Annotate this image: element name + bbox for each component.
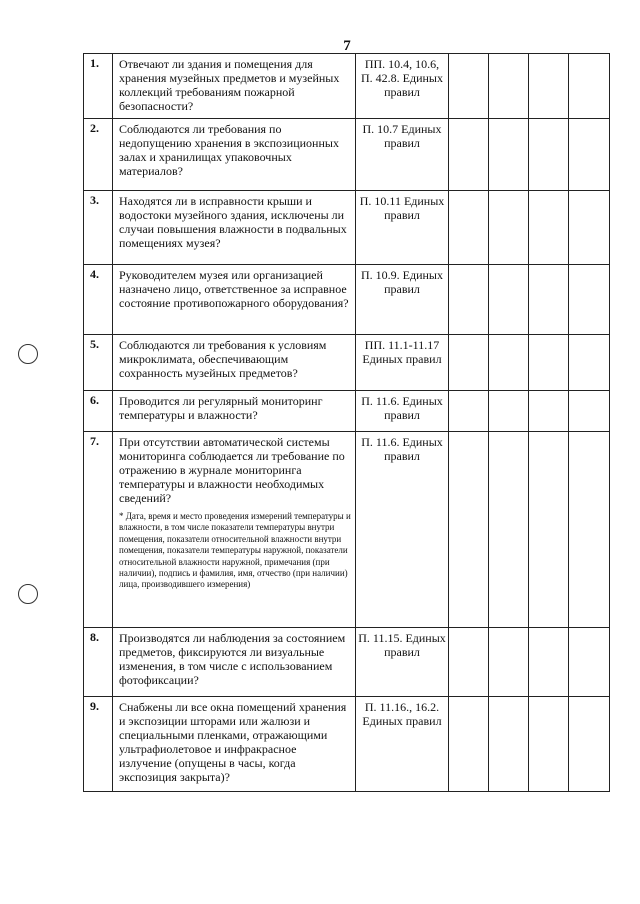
answer-cell[interactable]	[529, 54, 569, 119]
question-text: Соблюдаются ли требования по недопущению хранения в экспозиционных залах и хранилищах упаковочных материалов?	[119, 122, 339, 178]
punch-hole-mark	[18, 584, 38, 604]
table-row	[84, 697, 610, 792]
answer-cell[interactable]	[569, 697, 610, 792]
row-number: 9.	[84, 697, 113, 792]
question-text: Производятся ли наблюдения за состоянием предметов, фиксируются ли визуальные изменения, в том числе с использованием фотофиксации?	[119, 631, 346, 687]
question-text: Соблюдаются ли требования к условиям микроклимата, обеспечивающим сохранность музейных предметов?	[119, 338, 327, 380]
reference-text: П. 10.9. Единых правил	[356, 265, 449, 335]
answer-cell[interactable]	[449, 391, 489, 432]
answer-cell[interactable]	[569, 432, 610, 628]
footnote-text: * Дата, время и место проведения измерений температуры и влажности, в том числе показатели температуры внутри помещения, показатели относительной влажности внутри помещения, показатели температуры наружной, показатели относительной влажности наружной, примечания (при наличии), подпись и фамилия, имя, отчество (при наличии) лица, производившего измерения)	[119, 511, 351, 590]
question-text: При отсутствии автоматической системы мониторинга соблюдается ли требование по отражению в журнале мониторинга температуры и влажности необходимых сведений?	[119, 435, 345, 505]
answer-cell[interactable]	[489, 335, 529, 391]
answer-cell[interactable]	[449, 191, 489, 265]
row-number: 1.	[84, 54, 113, 119]
answer-cell[interactable]	[569, 119, 610, 191]
answer-cell[interactable]	[569, 54, 610, 119]
reference-text: П. 11.15. Единых правил	[356, 628, 449, 697]
answer-cell[interactable]	[569, 335, 610, 391]
answer-cell[interactable]	[529, 628, 569, 697]
question-text: Руководителем музея или организацией назначено лицо, ответственное за исправное состояние противопожарного оборудования?	[119, 268, 349, 310]
answer-cell[interactable]	[489, 191, 529, 265]
table-row	[84, 391, 610, 432]
answer-cell[interactable]	[569, 191, 610, 265]
answer-cell[interactable]	[529, 265, 569, 335]
answer-cell[interactable]	[569, 628, 610, 697]
answer-cell[interactable]	[569, 391, 610, 432]
reference-text: ПП. 10.4, 10.6, П. 42.8. Единых правил	[356, 54, 449, 119]
answer-cell[interactable]	[449, 335, 489, 391]
answer-cell[interactable]	[529, 391, 569, 432]
table-row	[84, 432, 610, 628]
row-number: 7.	[84, 432, 113, 628]
reference-text: П. 11.6. Единых правил	[356, 391, 449, 432]
answer-cell[interactable]	[489, 119, 529, 191]
table-row	[84, 191, 610, 265]
answer-cell[interactable]	[449, 265, 489, 335]
question-text: Проводится ли регулярный мониторинг температуры и влажности?	[119, 394, 323, 422]
answer-cell[interactable]	[569, 265, 610, 335]
answer-cell[interactable]	[489, 265, 529, 335]
answer-cell[interactable]	[449, 119, 489, 191]
reference-text: ПП. 11.1-11.17 Единых правил	[356, 335, 449, 391]
question-text: Снабжены ли все окна помещений хранения и экспозиции шторами или жалюзи и специальными пленками, отражающими ультрафиолетовое и инфракрасное излучение (опущены в часы, когда экспозиция закрыта)?	[119, 700, 347, 784]
answer-cell[interactable]	[529, 697, 569, 792]
answer-cell[interactable]	[489, 391, 529, 432]
reference-text: П. 10.11 Единых правил	[356, 191, 449, 265]
answer-cell[interactable]	[449, 697, 489, 792]
reference-text: П. 10.7 Единых правил	[356, 119, 449, 191]
row-number: 5.	[84, 335, 113, 391]
answer-cell[interactable]	[449, 628, 489, 697]
table-row	[84, 335, 610, 391]
answer-cell[interactable]	[489, 697, 529, 792]
row-number: 2.	[84, 119, 113, 191]
answer-cell[interactable]	[529, 335, 569, 391]
answer-cell[interactable]	[529, 432, 569, 628]
table-row	[84, 119, 610, 191]
page-number: 7	[343, 38, 351, 54]
table-row	[84, 628, 610, 697]
punch-hole-mark	[18, 344, 38, 364]
answer-cell[interactable]	[529, 191, 569, 265]
answer-cell[interactable]	[449, 54, 489, 119]
reference-text: П. 11.16., 16.2. Единых правил	[356, 697, 449, 792]
answer-cell[interactable]	[489, 628, 529, 697]
question-text: Находятся ли в исправности крыши и водостоки музейного здания, исключены ли случаи повышения влажности в подвальных помещениях музея?	[119, 194, 347, 250]
reference-text: П. 11.6. Единых правил	[356, 432, 449, 628]
table-row	[84, 54, 610, 119]
table-row	[84, 265, 610, 335]
answer-cell[interactable]	[529, 119, 569, 191]
row-number: 6.	[84, 391, 113, 432]
question-text: Отвечают ли здания и помещения для хранения музейных предметов и музейных коллекций требованиям пожарной безопасности?	[119, 57, 340, 113]
answer-cell[interactable]	[489, 54, 529, 119]
answer-cell[interactable]	[449, 432, 489, 628]
row-number: 4.	[84, 265, 113, 335]
checklist-table	[83, 53, 610, 792]
row-number: 3.	[84, 191, 113, 265]
row-number: 8.	[84, 628, 113, 697]
answer-cell[interactable]	[489, 432, 529, 628]
